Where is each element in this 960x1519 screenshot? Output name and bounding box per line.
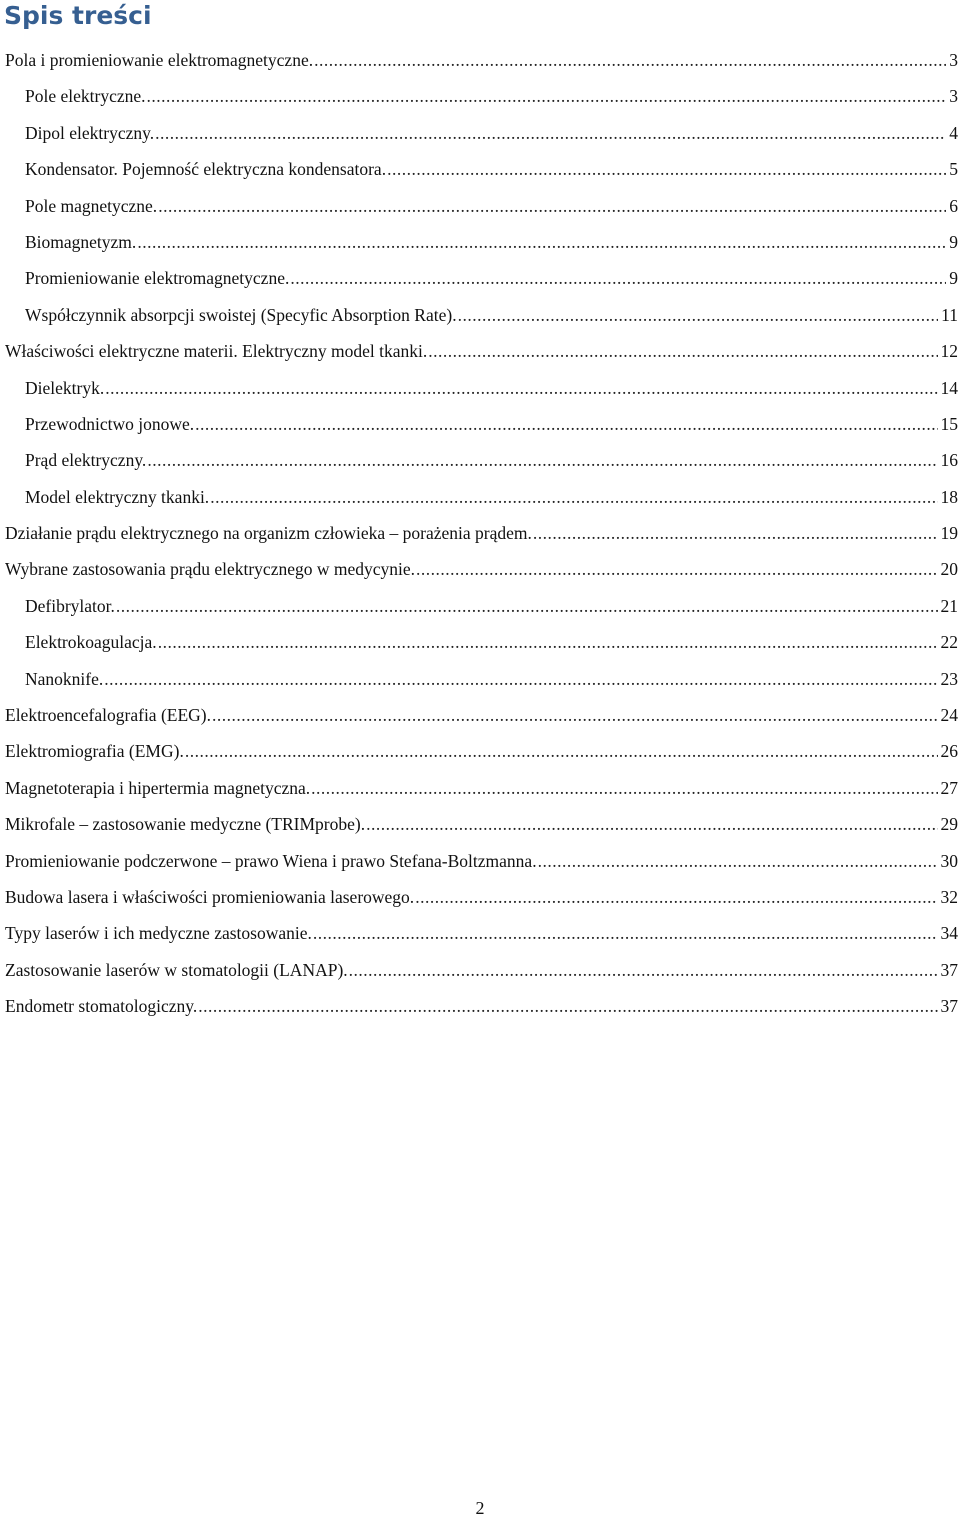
toc-entry-page: 34 (940, 923, 958, 944)
toc-entry-page: 9 (949, 231, 958, 252)
toc-entry[interactable] (0, 879, 960, 915)
toc-leader-dots (137, 224, 946, 260)
toc-entry-label: Dielektryk. (25, 377, 105, 398)
toc-entry[interactable] (0, 551, 960, 587)
toc-entry[interactable] (0, 42, 960, 78)
toc-entry-page: 29 (940, 814, 958, 835)
toc-leader-dots (311, 770, 937, 806)
toc-entry[interactable] (0, 806, 960, 842)
toc-leader-dots (158, 188, 946, 224)
toc-entry[interactable] (0, 115, 960, 151)
page-number: 2 (475, 1498, 485, 1518)
toc-entry[interactable] (0, 952, 960, 988)
toc-entry-label: Promieniowanie elektromagnetyczne. (25, 268, 290, 289)
toc-entry-label: Defibrylator. (25, 595, 115, 616)
toc-leader-dots (415, 879, 937, 915)
toc-leader-dots (105, 370, 937, 406)
toc-entry[interactable] (0, 151, 960, 187)
toc-entry[interactable] (0, 624, 960, 660)
toc-leader-dots (195, 406, 937, 442)
toc-entry[interactable] (0, 988, 960, 1024)
toc-entry[interactable] (0, 188, 960, 224)
toc-entry[interactable] (0, 406, 960, 442)
toc-entry-label: Zastosowanie laserów w stomatologii (LANAP). (5, 959, 348, 980)
toc-entry[interactable] (0, 588, 960, 624)
toc-entry-page: 14 (940, 377, 958, 398)
toc-entry-label: Właściwości elektryczne materii. Elektryczny model tkanki. (5, 341, 428, 362)
toc-entry-page: 12 (940, 341, 958, 362)
toc-entry[interactable] (0, 661, 960, 697)
toc-leader-dots (147, 78, 947, 114)
toc-leader-dots (147, 442, 937, 478)
toc-entry-page: 16 (940, 450, 958, 471)
toc-entry-label: Elektrokoagulacja. (25, 632, 157, 653)
toc-entry[interactable] (0, 370, 960, 406)
toc-entry[interactable] (0, 770, 960, 806)
toc-entry-label: Elektroencefalografia (EEG). (5, 705, 211, 726)
toc-entry[interactable] (0, 915, 960, 951)
toc-entry[interactable] (0, 479, 960, 515)
toc-leader-dots (104, 661, 937, 697)
toc-entry-label: Pola i promieniowanie elektromagnetyczne. (5, 50, 314, 70)
toc-entry-label: Endometr stomatologiczny. (5, 996, 198, 1017)
toc-entry-page: 19 (940, 523, 958, 544)
toc-entry-page: 23 (940, 668, 958, 689)
toc-entry-label: Model elektryczny tkanki. (25, 486, 210, 507)
toc-entry-label: Wybrane zastosowania prądu elektrycznego w medycynie. (5, 559, 416, 580)
toc-title: Spis treści (4, 1, 152, 30)
toc-entry-page: 37 (940, 959, 958, 980)
toc-leader-dots (158, 624, 938, 660)
toc-entry[interactable] (0, 260, 960, 296)
toc-entry-label: Biomagnetyzm. (25, 231, 137, 252)
toc-entry-page: 30 (940, 850, 958, 871)
toc-entry-page: 5 (949, 159, 958, 180)
toc-entry-page: 20 (940, 559, 958, 580)
toc-entry-label: Współczynnik absorpcji swoistej (Specyfic Absorption Rate). (25, 304, 457, 325)
toc-leader-dots (155, 115, 946, 151)
toc-entry[interactable] (0, 515, 960, 551)
toc-leader-dots (198, 988, 937, 1024)
toc-leader-dots (387, 151, 946, 187)
toc-entry-label: Prąd elektryczny. (25, 450, 147, 471)
toc-leader-dots (116, 588, 938, 624)
toc-entry-page: 37 (940, 996, 958, 1017)
toc-entry-label: Typy laserów i ich medyczne zastosowanie. (5, 923, 312, 944)
toc-leader-dots (290, 260, 946, 296)
toc-leader-dots (416, 551, 937, 587)
toc-leader-dots (313, 915, 938, 951)
toc-entry-label: Pole elektryczne. (25, 86, 146, 107)
toc-leader-dots (533, 515, 938, 551)
toc-entry-label: Przewodnictwo jonowe. (25, 413, 195, 434)
toc-entry-page: 27 (940, 777, 958, 798)
toc-entry-label: Działanie prądu elektrycznego na organizm człowieka – porażenia prądem. (5, 523, 532, 544)
toc-entry-page: 22 (940, 632, 958, 653)
toc-leader-dots (210, 479, 937, 515)
toc-leader-dots (314, 42, 946, 78)
toc-entry-label: Pole magnetyczne. (25, 195, 158, 216)
toc-entry-label: Elektromiografia (EMG). (5, 741, 184, 762)
toc-entry[interactable] (0, 224, 960, 260)
toc-leader-dots (185, 733, 938, 769)
toc-entry-label: Nanoknife. (25, 668, 104, 689)
toc-entry[interactable] (0, 442, 960, 478)
toc-entry-page: 3 (949, 86, 958, 107)
toc-entry[interactable] (0, 333, 960, 369)
toc-entry-page: 21 (940, 595, 958, 616)
toc-entry-page: 3 (949, 50, 958, 70)
toc-entry[interactable] (0, 843, 960, 879)
toc-entry-page: 18 (940, 486, 958, 507)
toc-leader-dots (428, 333, 937, 369)
toc-entry-page: 32 (940, 886, 958, 907)
toc-entry[interactable] (0, 78, 960, 114)
toc-leader-dots (538, 843, 938, 879)
toc-entry-page: 6 (949, 195, 958, 216)
toc-leader-dots (458, 297, 939, 333)
toc-entry[interactable] (0, 297, 960, 333)
toc-entry-label: Mikrofale – zastosowanie medyczne (TRIMprobe). (5, 814, 366, 835)
toc-entry-page: 26 (940, 741, 958, 762)
toc-leader-dots (349, 952, 938, 988)
toc-entry[interactable] (0, 697, 960, 733)
toc-entry-page: 24 (940, 705, 958, 726)
toc-entry-page: 11 (941, 304, 958, 325)
toc-entry-page: 15 (940, 413, 958, 434)
toc-leader-dots (212, 697, 938, 733)
toc-entry-label: Dipol elektryczny. (25, 122, 155, 143)
toc-leader-dots (366, 806, 937, 842)
toc-entry-page: 9 (949, 268, 958, 289)
toc-list (0, 42, 960, 1025)
toc-entry-label: Promieniowanie podczerwone – prawo Wiena i prawo Stefana-Boltzmanna. (5, 850, 537, 871)
toc-entry-label: Kondensator. Pojemność elektryczna kondensatora. (25, 159, 387, 180)
toc-entry[interactable] (0, 733, 960, 769)
toc-entry-label: Magnetoterapia i hipertermia magnetyczna. (5, 777, 311, 798)
toc-entry-label: Budowa lasera i właściwości promieniowania laserowego. (5, 886, 415, 907)
toc-entry-page: 4 (949, 122, 958, 143)
